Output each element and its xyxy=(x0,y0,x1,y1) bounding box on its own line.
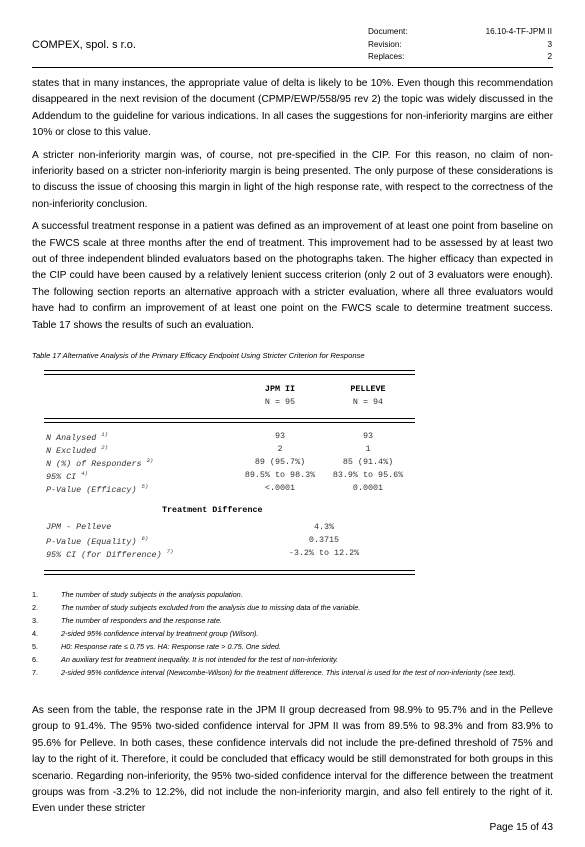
meta-row-replaces xyxy=(368,51,552,64)
row-label: P-Value (Equality) $^{6)}$ xyxy=(46,535,149,547)
row-label: N Analysed $^{1)}$ xyxy=(46,431,109,443)
value-jpm: 93 xyxy=(274,431,286,441)
column-header-jpm: JPM II xyxy=(264,384,296,394)
meta-row-document xyxy=(368,26,552,39)
value-difference: 4.3% xyxy=(313,522,335,532)
value-pelleve: 93 xyxy=(362,431,374,441)
footnote: 4. 2-sided 95% confidence interval by treatment group (Wilson). xyxy=(32,629,259,638)
footnote: 3. The number of responders and the response rate. xyxy=(32,616,223,625)
table-caption: Table 17 Alternative Analysis of the Primary Efficacy Endpoint Using Stricter Criterion for Response xyxy=(32,351,365,360)
column-n-pelleve: N = 94 xyxy=(352,397,384,407)
table-top-rule xyxy=(44,370,415,375)
footnote: 6. An auxiliary test for treatment inequality. It is not intended for the test of non-inferiority. xyxy=(32,655,339,664)
table-bottom-rule xyxy=(44,570,415,575)
meta-label: Replaces: xyxy=(368,52,405,62)
row-label: N (%) of Responders $^{3)}$ xyxy=(46,457,154,469)
value-jpm: 2 xyxy=(277,444,283,454)
column-header-pelleve: PELLEVE xyxy=(350,384,386,394)
meta-label: Document: xyxy=(368,27,408,36)
value-jpm: 89.5% to 98.3% xyxy=(244,470,316,480)
footnotes xyxy=(32,588,553,679)
row-label: P-Value (Efficacy) $^{5)}$ xyxy=(46,483,149,495)
footnote: 1. The number of study subjects in the analysis population. xyxy=(32,590,243,599)
row-label: 95% CI $^{4)}$ xyxy=(46,470,88,482)
footnote: 5. H0: Response rate ≤ 0.75 vs. HA: Response rate > 0.75. One sided. xyxy=(32,642,281,651)
meta-value: 2 xyxy=(547,52,552,62)
row-label: JPM - Pelleve xyxy=(46,522,112,532)
table-header-rule xyxy=(44,418,415,423)
value-jpm: 89 (95.7%) xyxy=(254,457,306,467)
footnote: 7. 2-sided 95% confidence interval (Newcombe-Wilson) for the treatment difference. This interval is used for the test of non-inferiority (see text). xyxy=(32,668,516,677)
row-label: N Excluded $^{2)}$ xyxy=(46,444,109,456)
column-n-jpm: N = 95 xyxy=(264,397,296,407)
paragraph: A stricter non-inferiority margin was, of course, not pre-specified in the CIP. For this reason, no claim of non-inferiority based on a stricter non-inferiority margin is being presented. The only purpose of these considerations is to discuss the issue of choosing this margin in light of the high response rate, with respect to the correctness of the non-inferiority conclusion. xyxy=(32,149,553,210)
value-difference: -3.2% to 12.2% xyxy=(288,548,360,558)
treatment-difference-heading: Treatment Difference xyxy=(162,505,263,515)
value-pelleve: 85 (91.4%) xyxy=(342,457,394,467)
value-difference: 0.3715 xyxy=(308,535,340,545)
meta-value: 3 xyxy=(547,39,552,49)
paragraph: states that in many instances, the appropriate value of delta is likely to be 10%. Even though this recommendation disappeared in the next revision of the document (CPMP/EWP/558/95 rev 2) the topic was widely discussed in the Addendum to the guideline for various indications. In all cases the suggestions for non-inferiority margins are either 10% or close to this value. xyxy=(32,78,553,139)
paragraph: A successful treatment response in a patient was defined as an improvement of at least one point from baseline on the FWCS scale at three months after the end of treatment. This improvement had to be assessed by at least two out of three independent blinded evaluators based on the photographs taken. The higher efficacy than expected in the CIP could have been caused by a relatively lenient success criterion (only 2 out of 3 evaluators were enough). The following section reports an alternative approach with a stricter evaluation, where all three evaluators would have had to confirm an improvement of at least one point on the FWCS scale to determine treatment success. Table 17 shows the results of such an evaluation. xyxy=(32,221,553,331)
page-header xyxy=(32,24,552,66)
value-pelleve: 0.0001 xyxy=(352,483,384,493)
footnote: 2. The number of study subjects excluded from the analysis due to missing data of the variable. xyxy=(32,603,361,612)
value-pelleve: 1 xyxy=(365,444,371,454)
company-name: COMPEX, spol. s r.o. xyxy=(32,39,136,51)
meta-row-revision xyxy=(368,39,552,52)
closing-paragraph: As seen from the table, the response rate in the JPM II group decreased from 98.9% to 95.7% and in the Pelleve group to 91.4%. The 95% two-sided confidence interval for JPM II was from 89.5% to 98.3% and from 83.9% to 95.6% for Pelleve. In both cases, these confidence intervals did not include the pre-defined threshold of 75% and lay to the right of it. Therefore, it could be concluded that efficacy would be still demonstrated for both groups in this scenario. Regarding non-inferiority, the 95% two-sided confidence interval for the difference between the treatment groups was from -3.2% to 12.2%, did not include the non-inferiority margin, and also fell entirely to the right of it. Even under these stricter xyxy=(32,705,553,815)
value-pelleve: 83.9% to 95.6% xyxy=(332,470,404,480)
page-number: Page 15 of 43 xyxy=(489,822,553,833)
meta-label: Revision: xyxy=(368,39,402,49)
value-jpm: <.0001 xyxy=(264,483,296,493)
row-label: 95% CI (for Difference) $^{7)}$ xyxy=(46,548,174,560)
document-meta xyxy=(368,26,552,64)
meta-value: 16.10-4-TF-JPM II xyxy=(485,27,552,36)
header-divider xyxy=(32,67,553,68)
body-text xyxy=(32,76,553,340)
